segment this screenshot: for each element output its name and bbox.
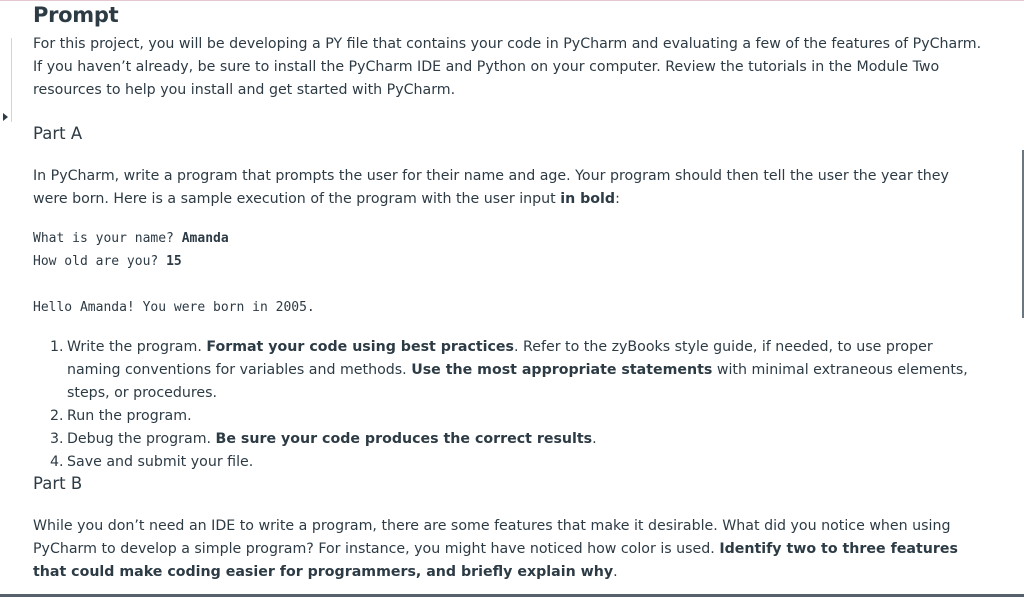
list-item: 2. Run the program. [50,408,192,424]
sample-line-name: What is your name? Amanda [33,231,229,246]
caret-right-icon[interactable] [3,113,8,121]
list-item: 4. Save and submit your file. [50,454,254,470]
intro-paragraph: For this project, you will be developing a PY file that contains your code in PyCharm and evaluating a few of the features of PyCharm. If you haven’t already, be sure to install the PyCharm IDE and Python on your computer. Review the tutorials in the Module Two resources to help you install and get started with PyCharm. [33,36,982,98]
part-a-description: In PyCharm, write a program that prompts the user for their name and age. Your program should then tell the user the year they were born. Here is a sample execution of the program with the user input in bold: [33,168,949,207]
sample-line-age: How old are you? 15 [33,254,182,269]
part-b-heading: Part B [33,474,83,493]
list-item: 3. Debug the program. Be sure your code produces the correct results. [50,431,597,447]
steps-list [50,336,980,474]
list-item: 1. Write the program. Format your code using best practices. Refer to the zyBooks style guide, if needed, to use proper naming conventions for variables and methods. Use the most appropriate statements with minimal extraneous elements, steps, or procedures. [50,339,968,401]
collapse-rail[interactable] [0,38,12,122]
sample-line-output: Hello Amanda! You were born in 2005. [33,300,315,315]
part-b-description: While you don’t need an IDE to write a program, there are some features that make it desirable. What did you notice when using PyCharm to develop a simple program? For instance, you might have noticed how color is used. Identify two to three features that could make coding easier for programmers, and briefly explain why. [33,518,958,580]
part-a-heading: Part A [33,124,83,143]
top-border [0,0,1024,1]
page-title: Prompt [33,3,119,27]
